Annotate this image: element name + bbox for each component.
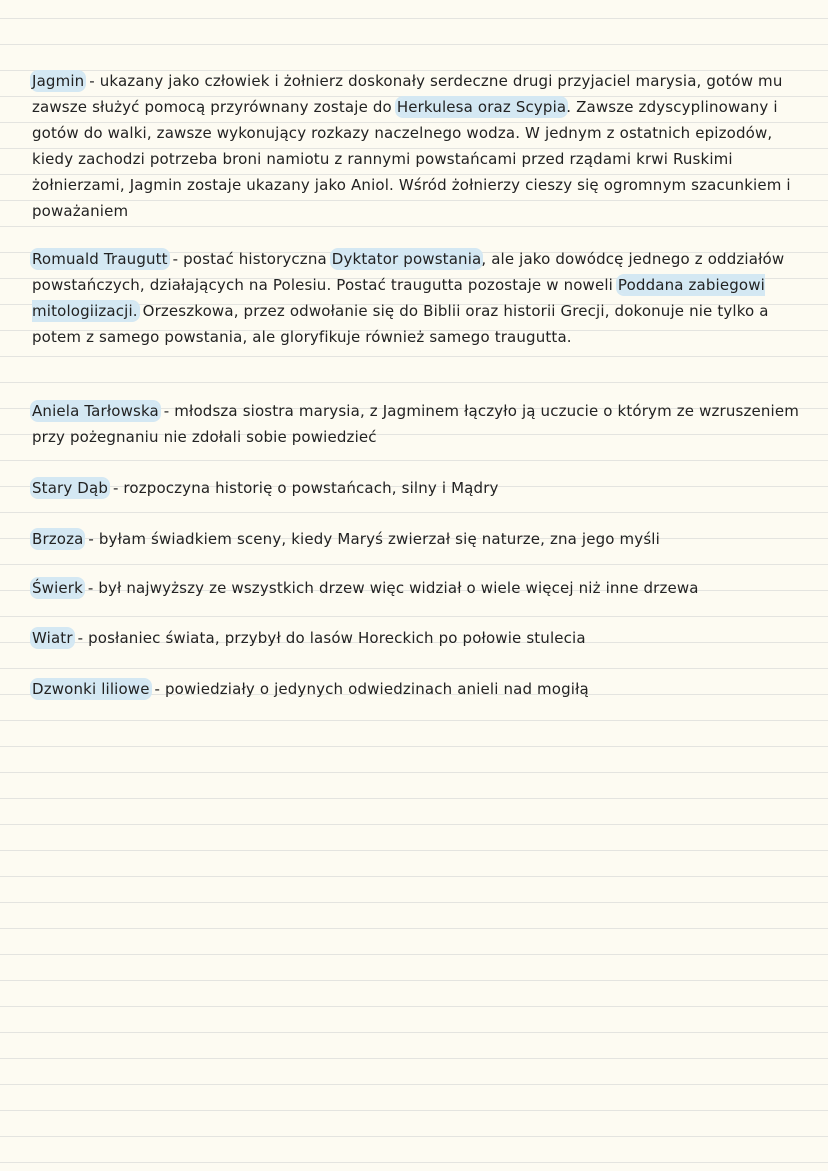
- entry-name: Aniela Tarłowska: [32, 402, 159, 420]
- entry-brzoza: [32, 526, 812, 552]
- highlighted-text: Dyktator powstania: [331, 250, 482, 268]
- entry-name: Romuald Traugutt: [32, 250, 168, 268]
- entry-name: Stary Dąb: [32, 479, 109, 497]
- entry-name: Dzwonki liliowe: [32, 680, 150, 698]
- entry-text: - rozpoczyna historię o powstańcach, silny i Mądry: [108, 479, 499, 497]
- entry-text: - byłam świadkiem sceny, kiedy Maryś zwierzał się naturze, zna jego myśli: [83, 530, 660, 548]
- highlighted-text: Poddana zabiegowi mitologiizacji.: [32, 276, 765, 320]
- entry-swierk: [32, 575, 812, 601]
- entry-text: - posłaniec świata, przybył do lasów Horeckich po połowie stulecia: [72, 629, 586, 647]
- entry-aniela: [32, 398, 812, 450]
- entry-jagmin: [32, 68, 812, 224]
- entry-text: - był najwyższy ze wszystkich drzew więc widział o wiele więcej niż inne drzewa: [82, 579, 699, 597]
- entry-name: Brzoza: [32, 530, 84, 548]
- entry-name: Świerk: [32, 579, 83, 597]
- entry-text: Orzeszkowa, przez odwołanie się do Biblii oraz historii Grecji, dokonuje nie tylko a potem z samego powstania, ale gloryfikuje również samego traugutta.: [32, 302, 769, 346]
- entry-name: Wiatr: [32, 629, 73, 647]
- highlighted-text: Herkulesa oraz Scypia: [396, 98, 567, 116]
- entry-text: - powiedziały o jedynych odwiedzinach anieli nad mogiłą: [149, 680, 589, 698]
- entry-wiatr: [32, 625, 812, 651]
- entry-text: . Zawsze zdyscyplinowany i gotów do walki, zawsze wykonujący rozkazy naczelnego wodza. W jednym z ostatnich epizodów, kiedy zachodzi potrzeba broni namiotu z rannymi powstańcami przed rządami krwi Ruskimi żołnierzami, Jagmin zostaje ukazany jako Aniol. Wśród żołnierzy cieszy się ogromnym szacunkiem i poważaniem: [32, 98, 791, 220]
- entry-dzwonki: [32, 676, 812, 702]
- entry-stary-dab: [32, 475, 812, 501]
- entry-text: - postać historyczna: [167, 250, 332, 268]
- entry-text: - ukazany jako człowiek i żołnierz doskonały serdeczne drugi przyjaciel marysia, gotów mu zawsze służyć pomocą przyrównany zostaje do: [32, 72, 783, 116]
- entry-name: Jagmin: [32, 72, 85, 90]
- entry-text: , ale jako dowódcę jednego z oddziałów powstańczych, działających na Polesiu. Postać traugutta pozostaje w noweli: [32, 250, 785, 294]
- entry-traugutt: [32, 246, 812, 350]
- entry-text: - młodsza siostra marysia, z Jagminem łączyło ją uczucie o którym ze wzruszeniem przy pożegnaniu nie zdołali sobie powiedzieć: [32, 402, 799, 446]
